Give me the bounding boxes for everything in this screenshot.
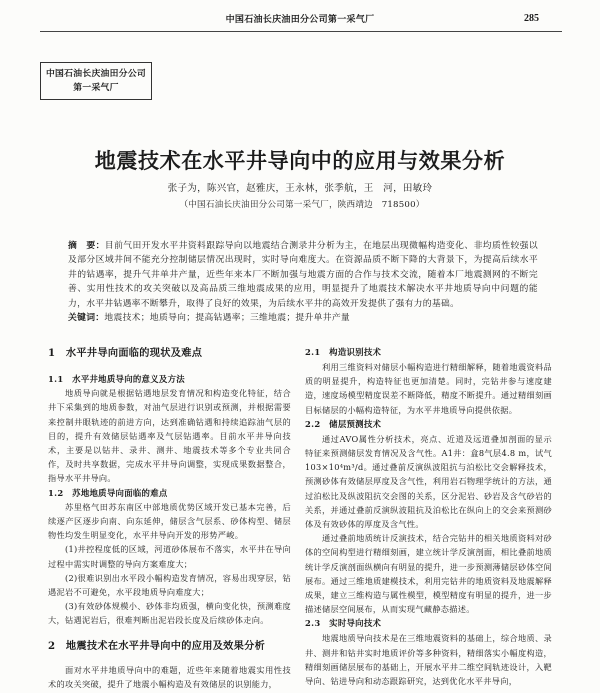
paragraph: 通过叠前地质统计反演技术，结合完钻井的相关地质资料对砂体的空间构型进行精细刻画，建立统计学反演剖面，相比叠前地质统计学反演剖面纵横向有明显的提升，进一步预测薄储层砂体空间展布。通过三维地质建模技术，利用完钻井的地质资料及地震解释成果，建立三维构造与属性模型，模型精度有明显的提升，进一步描述储层空间展布，从而实现气藏静态描述。 — [305, 533, 552, 615]
paragraph: 地震地质导向技术是在三维地震资料的基础上，综合地质、录井、测井和钻井实时地质评价等多种资料，精细落实小幅度构造，精细刻画储层展布的基础上，开展水平井二维空间轨迹设计，入靶导向、钻进导向和动态跟踪研究，达到优化水平井导向， — [305, 633, 552, 687]
subsection-heading: 2.3 实时导向技术 — [305, 618, 382, 629]
subsection-heading: 2.2 储层预测技术 — [305, 418, 382, 429]
author-list: 张子为，陈兴官，赵雅庆，王永林，张季航，王 河，田敏玲 — [167, 183, 433, 194]
abstract-label: 摘 要： — [68, 241, 105, 251]
organization-unit: 第一采气厂 — [73, 83, 119, 93]
keywords — [68, 311, 538, 325]
list-item: (3)有效砂体规模小、砂体非均质强，横向变化快，预测难度大，钻遇泥岩后，很难判断出泥岩段长度及后续砂体走向。 — [48, 601, 291, 626]
abstract — [68, 239, 538, 311]
paragraph: 苏里格气田苏东南区中部地质优势区域开发已基本完善，后续逐产区逐步向南、向东延伸，储层含气层系、砂体构型、储层物性均发生明显变化，水平井导向开发的形势严峻。 — [48, 501, 291, 541]
page-number: 285 — [524, 13, 539, 24]
organization-box — [40, 62, 152, 100]
left-column — [48, 345, 291, 691]
paper-title: 地震技术在水平井导向中的应用与效果分析 — [94, 148, 506, 173]
section-heading: 2 地震技术在水平井导向中的应用及效果分析 — [48, 639, 266, 652]
keywords-label: 关键词： — [68, 313, 105, 324]
affiliation: （中国石油长庆油田分公司第一采气厂，陕西靖边 718500） — [179, 200, 425, 210]
paragraph: 面对水平井地质导向中的难题，近些年来随着地震实用性技术的攻关突破，提升了地震小幅构造及有效储层的识别能力， — [48, 664, 291, 689]
paragraph: 地质导向就是根据钻遇地层发育情况和构造变化特征，结合井下采集到的地质参数，对油气层进行识别或预测，并根据需要来控制井眼轨迹的前进方向，达到准确钻遇和持续追踪油气层的目的，提升有效储层钻遇率及气层钻遇率。目前水平井导向技术，主要是以钻井、录井、测井、地震技术等多个专业共同合作，及时共享数据，完成水平井导向调整，实现成果数据整合，指导水平井导向。 — [48, 388, 291, 484]
running-title: 中国石油长庆油田分公司第一采气厂 — [225, 15, 375, 25]
list-item: (1)井控程度低的区域，河道砂体展布不落实，水平井在导向过程中需实时调整的导向方案难度大； — [48, 544, 291, 569]
list-item: (2)很难识别出水平段小幅构造发育情况，容易出现穿层，钻遇泥岩不可避免，水平段地质导向难度大； — [48, 572, 291, 598]
subsection-heading: 1.1 水平井地质导向的意义及方法 — [48, 374, 185, 384]
organization-name: 中国石油长庆油田分公司 — [45, 69, 147, 79]
subsection-heading: 1.2 苏地地质导向面临的难点 — [48, 487, 168, 498]
header-rule — [40, 31, 562, 32]
paragraph: 通过AVO属性分析技术，亮点、近道及远道叠加剖面的显示特征来预测储层发育情况及含气性。A1井：盒8气层4.8 m，试气103×10⁴m³/d。通过叠前反演纵波阻抗与泊松比交会解释技术，预测砂体有效储层厚度及含气性，利用岩石物理学统计的方法，通过泊松比及纵波阻抗交会图的关系，区分泥岩、砂岩及含气砂岩的关系，并通过叠前反演纵波阻抗及泊松比在纵向上的交会来预测砂体及有效砂体的厚度及含气性。 — [305, 433, 552, 530]
paragraph: 利用三维资料对储层小幅构造进行精细解释，随着地震资料品质的明显提升，构造特征也更加清楚。同时，完钻井参与速度建造，速度场模型精度误差不断降低，精度不断提升。通过精细刻画目标储层的小幅构造特征，为水平井地质导向提供依据。 — [305, 362, 552, 415]
subsection-heading: 2.1 构造识别技术 — [305, 347, 382, 357]
abstract-text: 目前气田开发水平井资料跟踪导向以地震结合测录井分析为主，在地层出现微幅构造变化、非均质性较强以及部分区域井间不能充分控制储层情况出现时，实时导向难度大。在资源品质不断下降的大背景下，为提高后续水平井的钻遇率，提升气井单井产量，近些年来本厂不断加强与地震方面的合作与技术交流，随着本厂地震测网的不断完善、实用性技术的攻关突破以及高品质三维地震成果的应用，明显提升了地震技术解决水平井地质导向中问题的能力，水平井钻遇率不断攀升，取得了良好的效果，为后续水平井的高效开发提供了强有力的基础。 — [68, 241, 538, 309]
section-heading: 1 水平井导向面临的现状及难点 — [48, 347, 203, 359]
abstract-block — [68, 239, 538, 325]
keywords-text: 地震技术；地质导向；提高钻遇率；三维地震；提升单井产量 — [104, 313, 351, 324]
right-column — [305, 345, 552, 688]
